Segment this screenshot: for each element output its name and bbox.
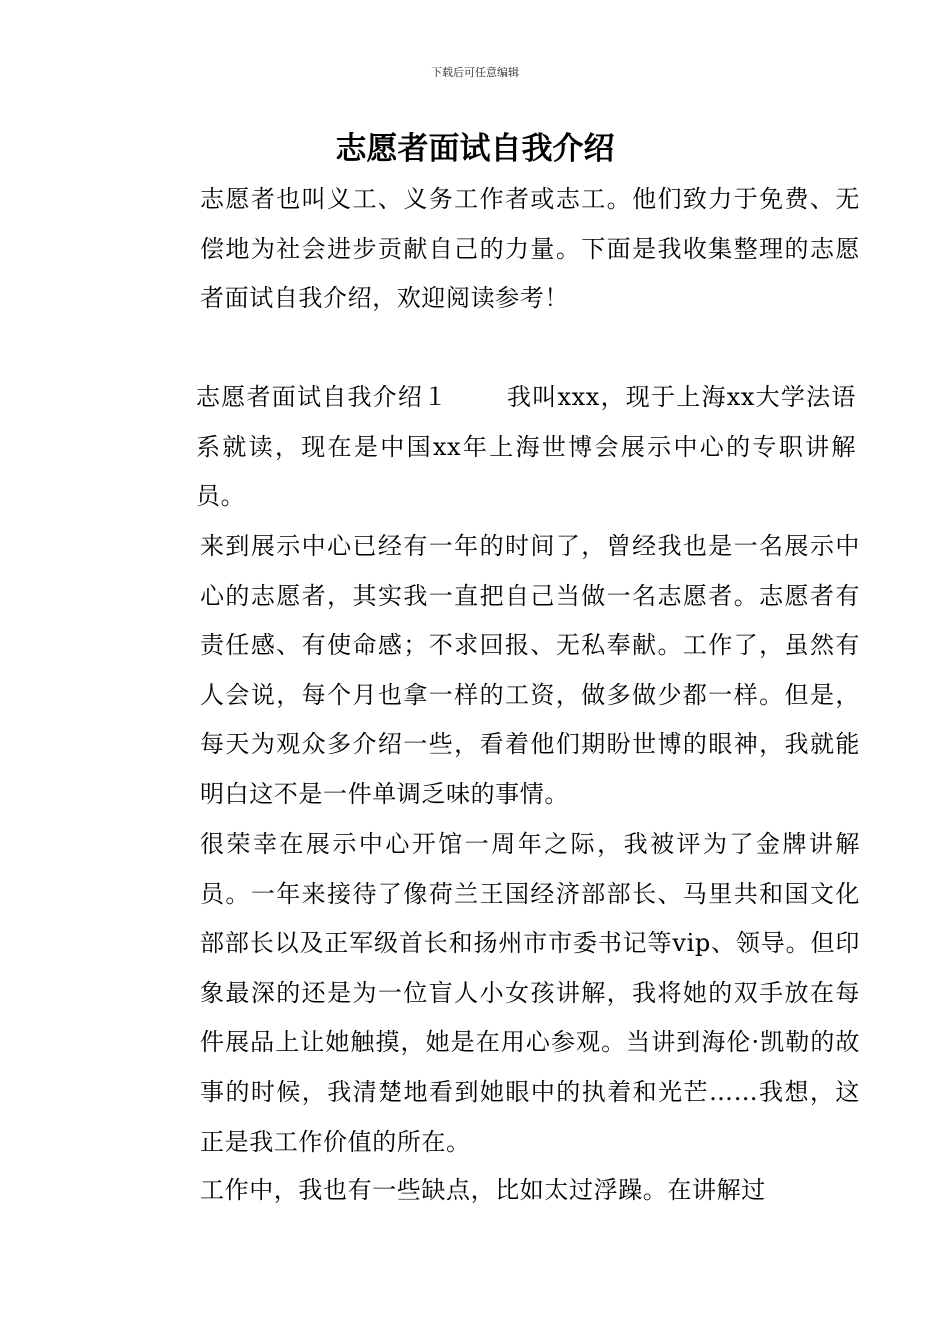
document-title: 志愿者面试自我介绍 (335, 131, 615, 167)
intro-text: 志愿者也叫义工、义务工作者或志工。他们致力于免费、无偿地为社会进步贡献自己的力量。下面是我收集整理的志愿者面试自我介绍，欢迎阅读参考！ (200, 185, 860, 313)
paragraph-3 (146, 820, 860, 1167)
section-1-text: 我叫xxx，现于上海xx大学法语系就读，现在是中国xx年上海世博会展示中心的专职讲解员。 (196, 383, 857, 511)
paragraph-4 (146, 1166, 860, 1216)
paragraph-4-text: 工作中，我也有一些缺点，比如太过浮躁。在讲解过 (200, 1176, 766, 1204)
paragraph-3-text: 很荣幸在展示中心开馆一周年之际，我被评为了金牌讲解员。一年来接待了像荷兰王国经济部部长、马里共和国文化部部长以及正军级首长和扬州市市委书记等vip、领导。但印象最深的还是为一位盲人小女孩讲解，我将她的双手放在每件展品上让她触摸，她是在用心参观。当讲到海伦·凯勒的故事的时候，我清楚地看到她眼中的执着和光芒……我想，这正是我工作价值的所在。 (200, 830, 860, 1156)
header-note: 下载后可任意编辑 (431, 66, 519, 79)
intro-paragraph (146, 175, 860, 324)
paragraph-2-text: 来到展示中心已经有一年的时间了，曾经我也是一名展示中心的志愿者，其实我一直把自己当做一名志愿者。志愿者有责任感、有使命感；不求回报、无私奉献。工作了，虽然有人会说，每个月也拿一样的工资，做多做少都一样。但是，每天为观众多介绍一些，看着他们期盼世博的眼神，我就能明白这不是一件单调乏味的事情。 (200, 532, 860, 808)
paragraph-2 (146, 522, 860, 820)
section-1-heading: 志愿者面试自我介绍１ (196, 383, 449, 411)
section-1-paragraph (146, 373, 856, 522)
